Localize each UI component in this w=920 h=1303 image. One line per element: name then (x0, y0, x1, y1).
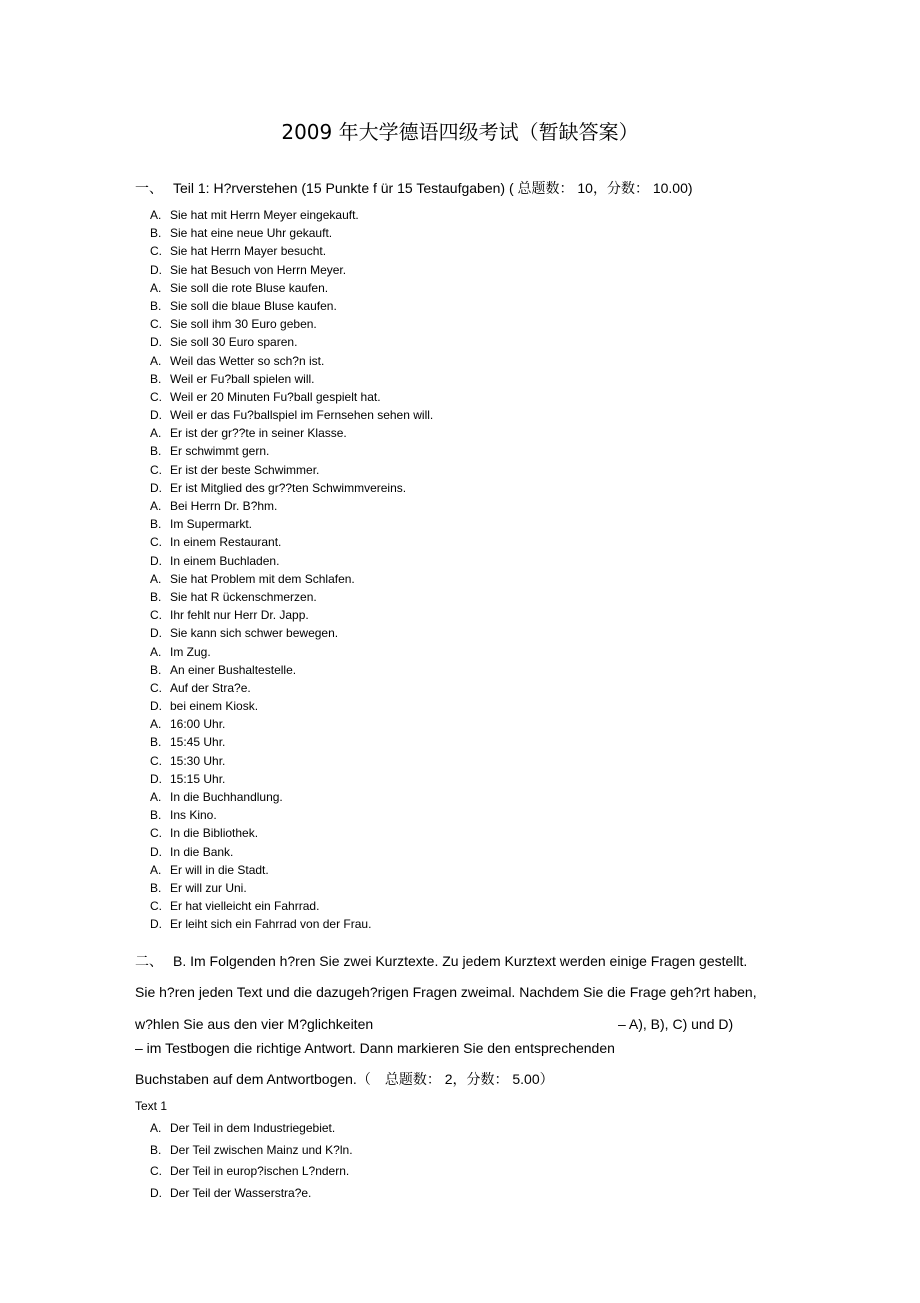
option-item (150, 788, 850, 806)
option-text: Er ist Mitglied des gr??ten Schwimmvereins. (170, 480, 407, 495)
option-item (150, 424, 850, 442)
option-text: Sie soll die rote Bluse kaufen. (170, 280, 329, 295)
option-item (150, 261, 850, 279)
option-text: Im Zug. (170, 644, 211, 659)
option-text: Bei Herrn Dr. B?hm. (170, 499, 278, 513)
option-item (150, 515, 850, 533)
option-item (150, 315, 850, 333)
option-item (150, 770, 850, 788)
section-2-line-4: – im Testbogen die richtige Antwort. Dann markieren Sie den entsprechenden (135, 1040, 615, 1056)
section-1-options (150, 206, 850, 934)
option-letter: A. (150, 717, 162, 732)
option-text: Er ist der gr??te in seiner Klasse. (170, 426, 347, 441)
option-text: Sie hat mit Herrn Meyer eingekauft. (170, 208, 359, 222)
option-letter: D. (150, 917, 162, 932)
option-letter: D. (150, 626, 162, 641)
option-item (150, 715, 850, 733)
option-item (150, 843, 850, 861)
section-2-line-3-left: w?hlen Sie aus den vier M?glichkeiten (135, 1016, 374, 1032)
option-text: Sie hat eine neue Uhr gekauft. (170, 226, 333, 241)
option-text: Weil er 20 Minuten Fu?ball gespielt hat. (170, 389, 381, 404)
option-text: Sie soll ihm 30 Euro geben. (170, 317, 317, 332)
option-letter: B. (150, 880, 162, 895)
option-text: Der Teil zwischen Mainz und K?ln. (170, 1142, 353, 1157)
option-item (150, 224, 850, 242)
option-item (150, 279, 850, 297)
option-letter: B. (150, 371, 162, 386)
option-text: Er will in die Stadt. (170, 862, 269, 877)
option-text: 15:30 Uhr. (170, 753, 226, 768)
option-item (150, 479, 850, 497)
option-item (150, 606, 850, 624)
option-item (150, 861, 850, 879)
option-item (150, 297, 850, 315)
option-letter: B. (150, 662, 162, 677)
option-letter: A. (150, 499, 162, 513)
option-item (150, 624, 850, 642)
option-text: Sie hat R ückenschmerzen. (170, 589, 317, 604)
option-letter: D. (150, 771, 162, 786)
option-text: 16:00 Uhr. (170, 717, 226, 732)
section-2-line-3-right: – A), B), C) und D) (618, 1016, 734, 1032)
option-text: Sie hat Herrn Mayer besucht. (170, 244, 327, 259)
option-item (150, 897, 850, 915)
option-text: In einem Restaurant. (170, 535, 282, 550)
option-text: Ins Kino. (170, 808, 217, 823)
option-letter: C. (150, 244, 162, 259)
option-text: Der Teil in europ?ischen L?ndern. (170, 1164, 350, 1179)
option-item (150, 370, 850, 388)
option-letter: D. (150, 699, 162, 714)
option-text: Er will zur Uni. (170, 880, 247, 895)
option-item (150, 1140, 850, 1162)
option-item (150, 1183, 850, 1205)
option-letter: C. (150, 389, 162, 404)
option-text: Er ist der beste Schwimmer. (170, 462, 320, 477)
option-letter: B. (150, 444, 162, 459)
option-letter: C. (150, 826, 162, 841)
option-item (150, 570, 850, 588)
option-letter: D. (150, 553, 162, 568)
option-item (150, 388, 850, 406)
option-text: In die Buchhandlung. (170, 790, 283, 804)
option-item (150, 733, 850, 751)
section-2-line-2: Sie h?ren jeden Text und die dazugeh?rigen Fragen zweimal. Nachdem Sie die Frage geh?rt haben, (135, 984, 757, 1000)
option-letter: C. (150, 1164, 162, 1179)
section-2-options (150, 1118, 850, 1205)
option-letter: D. (150, 480, 162, 495)
option-item (150, 915, 850, 933)
option-item (150, 533, 850, 551)
option-item (150, 552, 850, 570)
option-text: 15:45 Uhr. (170, 735, 226, 750)
option-letter: C. (150, 462, 162, 477)
option-text: bei einem Kiosk. (170, 699, 259, 714)
option-text: In einem Buchladen. (170, 553, 280, 568)
option-letter: D. (150, 262, 162, 277)
option-letter: B. (150, 735, 162, 750)
option-item (150, 1161, 850, 1183)
section-1-heading-text: Teil 1: H?rverstehen (15 Punkte f ür 15 Testaufgaben) ( 总题数： 10，分数： 10.00) (173, 180, 693, 196)
option-text: Er schwimmt gern. (170, 444, 270, 459)
option-text: Sie soll die blaue Bluse kaufen. (170, 298, 337, 313)
section-1-number: 一、 (135, 181, 163, 197)
option-item (150, 352, 850, 370)
option-item (150, 1118, 850, 1140)
option-letter: B. (150, 1142, 162, 1157)
option-letter: A. (150, 426, 162, 441)
option-letter: A. (150, 862, 162, 877)
option-text: Ihr fehlt nur Herr Dr. Japp. (170, 608, 309, 623)
option-text: Sie hat Problem mit dem Schlafen. (170, 571, 355, 586)
option-text: In die Bibliothek. (170, 826, 259, 841)
option-letter: A. (150, 790, 162, 804)
option-text: An einer Bushaltestelle. (170, 662, 297, 677)
option-letter: A. (150, 208, 162, 222)
option-letter: B. (150, 517, 162, 532)
option-letter: A. (150, 644, 162, 659)
option-letter: C. (150, 535, 162, 550)
option-text: Der Teil der Wasserstra?e. (170, 1186, 312, 1201)
option-letter: C. (150, 753, 162, 768)
option-letter: A. (150, 353, 162, 368)
option-text: Im Supermarkt. (170, 517, 253, 532)
option-item (150, 806, 850, 824)
option-text: Weil er Fu?ball spielen will. (170, 371, 315, 386)
option-item (150, 406, 850, 424)
option-letter: B. (150, 589, 162, 604)
section-2-heading (135, 951, 747, 971)
option-text: Weil das Wetter so sch?n ist. (170, 353, 325, 368)
option-letter: A. (150, 571, 162, 586)
option-text: Sie kann sich schwer bewegen. (170, 626, 339, 641)
section-2-number: 二、 (135, 954, 163, 970)
document-title: 2009 年大学德语四级考试（暂缺答案） (281, 120, 639, 144)
option-item (150, 661, 850, 679)
option-text: Er leiht sich ein Fahrrad von der Frau. (170, 917, 372, 932)
option-item (150, 643, 850, 661)
option-item (150, 442, 850, 460)
option-item (150, 333, 850, 351)
option-item (150, 461, 850, 479)
option-letter: B. (150, 298, 162, 313)
option-letter: A. (150, 280, 162, 295)
option-letter: D. (150, 408, 162, 423)
option-item (150, 752, 850, 770)
option-text: Weil er das Fu?ballspiel im Fernsehen sehen will. (170, 408, 434, 423)
option-letter: D. (150, 844, 162, 859)
section-1-heading (135, 178, 693, 198)
option-letter: B. (150, 808, 162, 823)
option-item (150, 588, 850, 606)
option-letter: D. (150, 1186, 162, 1201)
option-item (150, 824, 850, 842)
option-letter: A. (150, 1121, 162, 1135)
option-text: Sie hat Besuch von Herrn Meyer. (170, 262, 347, 277)
option-letter: C. (150, 680, 162, 695)
option-text: Sie soll 30 Euro sparen. (170, 335, 298, 350)
section-2-line-5: Buchstaben auf dem Antwortbogen.（ 总题数： 2，分数： 5.00） (135, 1071, 554, 1087)
option-text: Er hat vielleicht ein Fahrrad. (170, 899, 320, 914)
option-item (150, 242, 850, 260)
option-letter: D. (150, 335, 162, 350)
option-text: Auf der Stra?e. (170, 680, 251, 695)
text-1-label: Text 1 (135, 1099, 168, 1113)
option-letter: C. (150, 317, 162, 332)
option-text: Der Teil in dem Industriegebiet. (170, 1121, 336, 1135)
option-text: 15:15 Uhr. (170, 771, 226, 786)
option-item (150, 679, 850, 697)
option-item (150, 206, 850, 224)
option-item (150, 697, 850, 715)
option-letter: C. (150, 608, 162, 623)
option-letter: B. (150, 226, 162, 241)
option-letter: C. (150, 899, 162, 914)
option-item (150, 497, 850, 515)
option-text: In die Bank. (170, 844, 234, 859)
option-item (150, 879, 850, 897)
section-2-heading-text: B. Im Folgenden h?ren Sie zwei Kurztexte. Zu jedem Kurztext werden einige Fragen gestellt. (173, 953, 748, 969)
